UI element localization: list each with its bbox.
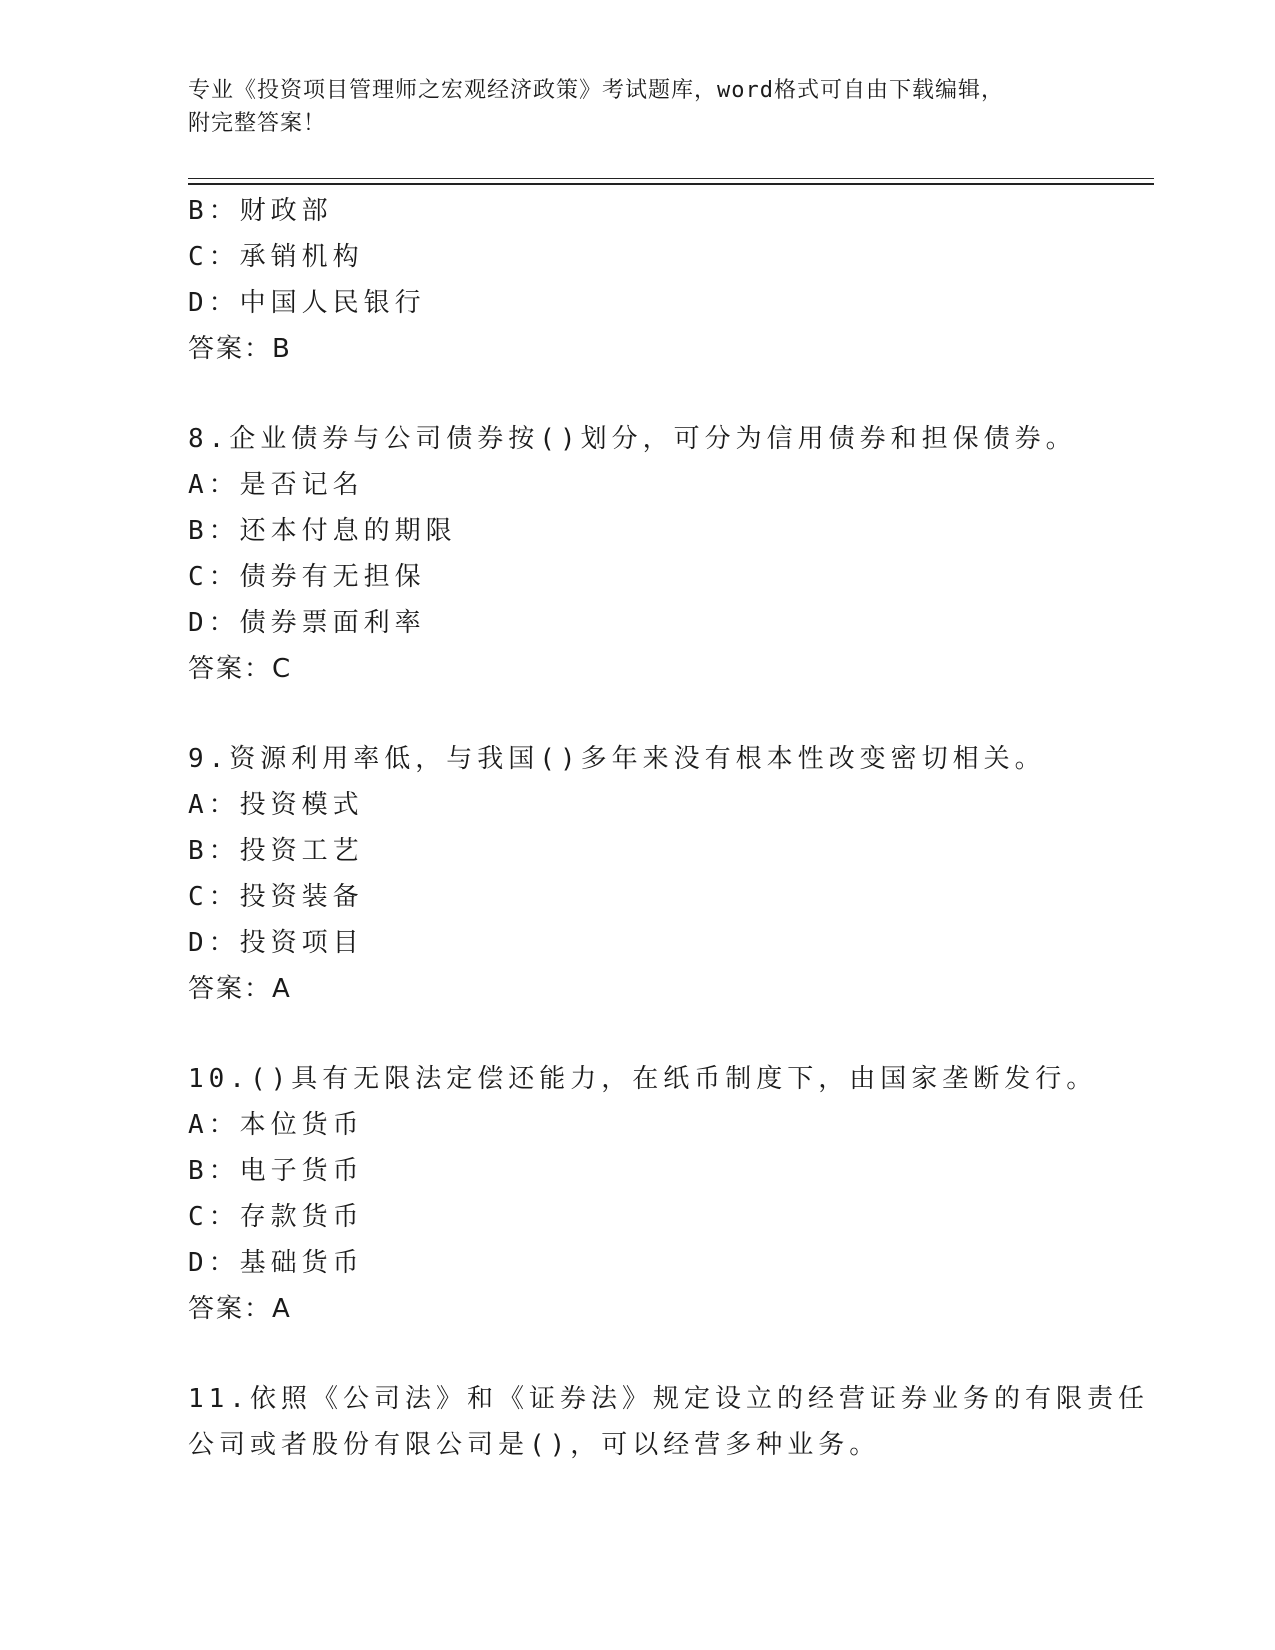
option-d: D：投资项目 [188, 928, 364, 958]
option-b: B：投资工艺 [188, 836, 364, 866]
answer-line: 答案：A [188, 974, 292, 1004]
option-d: D：中国人民银行 [188, 288, 426, 318]
question-11 [188, 1376, 1149, 1468]
option-b: B：电子货币 [188, 1156, 364, 1186]
question-10 [188, 1056, 1098, 1332]
option-c: C：投资装备 [188, 882, 364, 912]
option-d: D：基础货币 [188, 1248, 364, 1278]
option-b: B：还本付息的期限 [188, 516, 457, 546]
option-c: C：承销机构 [188, 242, 364, 272]
question-text: 10.()具有无限法定偿还能力，在纸币制度下，由国家垄断发行。 [188, 1064, 1098, 1094]
question-7-continued [188, 188, 1088, 372]
question-text-line-2: 公司或者股份有限公司是()，可以经营多种业务。 [188, 1430, 881, 1460]
option-a: A：本位货币 [188, 1110, 364, 1140]
answer-line: 答案：A [188, 1294, 292, 1324]
question-text-line-1: 11.依照《公司法》和《证券法》规定设立的经营证券业务的有限责任 [188, 1384, 1149, 1414]
header-divider-thick [188, 183, 1154, 185]
header-divider-thin [188, 178, 1154, 179]
option-c: C：存款货币 [188, 1202, 364, 1232]
question-text: 9.资源利用率低，与我国()多年来没有根本性改变密切相关。 [188, 744, 1046, 774]
answer-line: 答案：C [188, 654, 293, 684]
header-line-1: 专业《投资项目管理师之宏观经济政策》考试题库，word格式可自由下载编辑， [188, 78, 1004, 103]
option-b: B：财政部 [188, 196, 333, 226]
question-9 [188, 736, 1088, 1012]
question-list [188, 188, 1149, 1468]
answer-line: 答案：B [188, 334, 292, 364]
header-line-2: 附完整答案！ [188, 111, 327, 136]
question-8 [188, 416, 1088, 692]
question-text: 8.企业债券与公司债券按()划分，可分为信用债券和担保债券。 [188, 424, 1077, 454]
option-c: C：债券有无担保 [188, 562, 426, 592]
option-a: A：投资模式 [188, 790, 364, 820]
document-header [188, 74, 1068, 140]
option-d: D：债券票面利率 [188, 608, 426, 638]
option-a: A：是否记名 [188, 470, 364, 500]
